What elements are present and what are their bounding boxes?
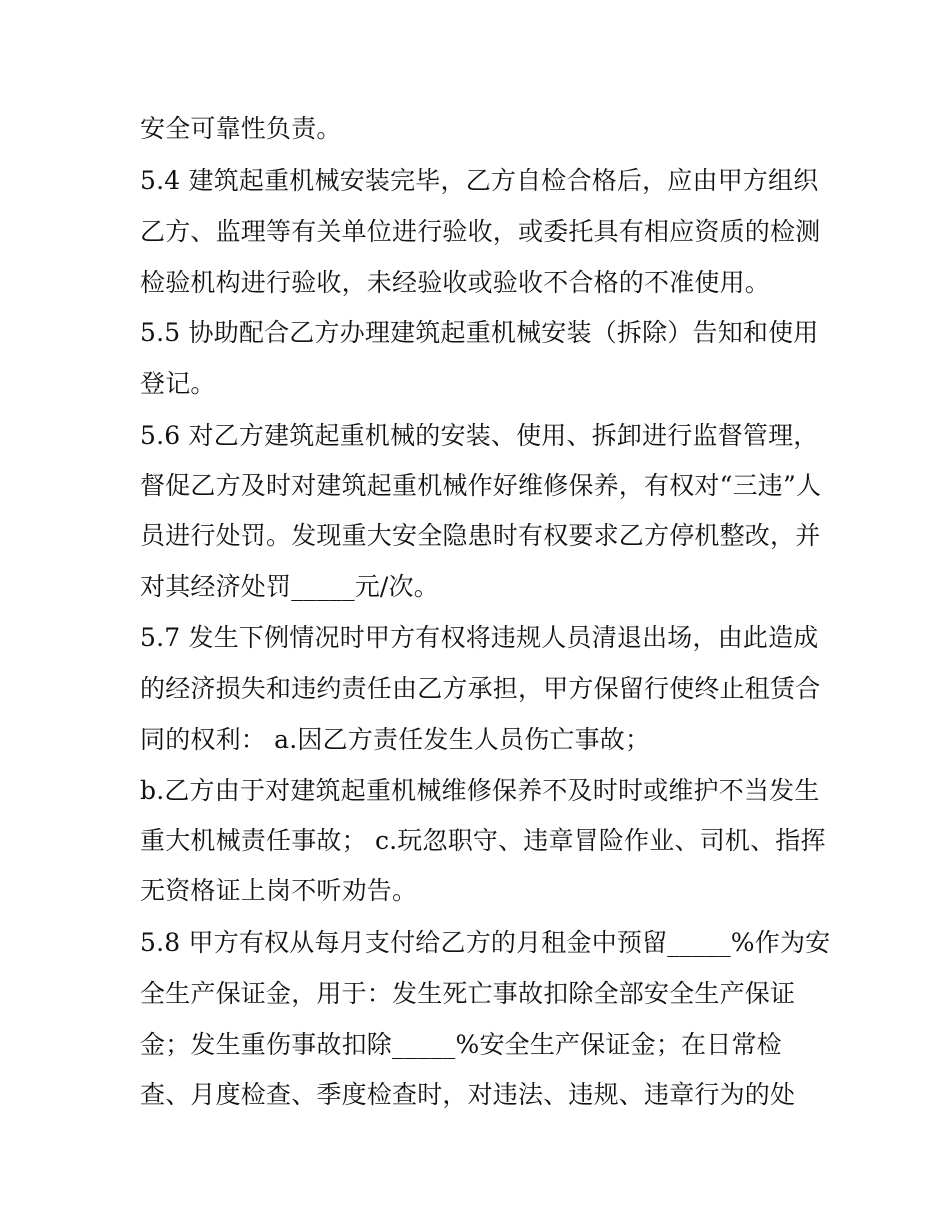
text-line: b.乙方由于对建筑起重机械维修保养不及时时或维护不当发生 — [140, 776, 820, 805]
text-line: 同的权利： a.因乙方责任发生人员伤亡事故； — [140, 725, 651, 754]
text-line: 5.4 建筑起重机械安装完毕，乙方自检合格后，应由甲方组织 — [140, 166, 819, 195]
text-line: 对其经济处罚_____元/次。 — [140, 572, 439, 601]
text-line: 5.5 协助配合乙方办理建筑起重机械安装（拆除）告知和使用 — [140, 318, 819, 347]
text-line: 登记。 — [140, 369, 216, 398]
text-line: 督促乙方及时对建筑起重机械作好维修保养，有权对“三违”人 — [140, 471, 822, 500]
text-line: 金；发生重伤事故扣除_____%安全生产保证金；在日常检 — [140, 1030, 782, 1059]
text-line: 无资格证上岗不听劝告。 — [140, 876, 418, 905]
text-line: 乙方、监理等有关单位进行验收，或委托具有相应资质的检测 — [140, 217, 821, 246]
text-line: 的经济损失和违约责任由乙方承担，甲方保留行使终止租赁合 — [140, 674, 821, 703]
text-line: 员进行处罚。发现重大安全隐患时有权要求乙方停机整改，并 — [140, 521, 821, 550]
text-line: 全生产保证金，用于：发生死亡事故扣除全部安全生产保证 — [140, 979, 796, 1008]
text-line: 查、月度检查、季度检查时，对违法、违规、违章行为的处 — [140, 1080, 796, 1109]
text-line: 5.8 甲方有权从每月支付给乙方的月租金中预留_____%作为安 — [140, 928, 831, 957]
text-line: 重大机械责任事故； c.玩忽职守、违章冒险作业、司机、指挥 — [140, 826, 826, 855]
text-line: 5.6 对乙方建筑起重机械的安装、使用、拆卸进行监督管理， — [140, 421, 819, 450]
text-line: 安全可靠性负责。 — [140, 114, 342, 143]
text-line: 5.7 发生下例情况时甲方有权将违规人员清退出场，由此造成 — [140, 623, 819, 652]
text-line: 检验机构进行验收，未经验收或验收不合格的不准使用。 — [140, 268, 771, 297]
